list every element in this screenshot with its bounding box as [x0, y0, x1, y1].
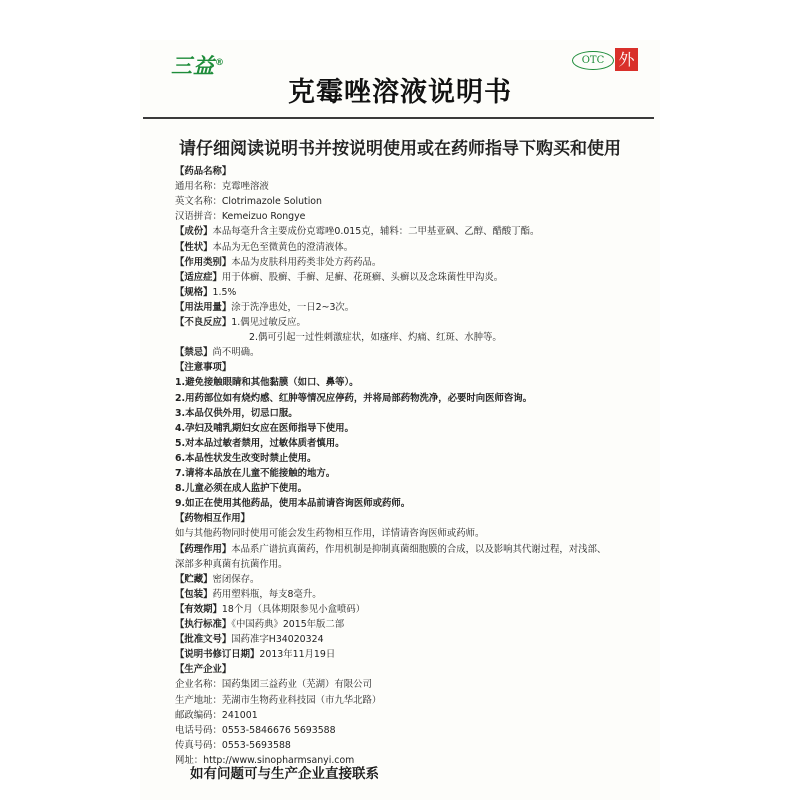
section-line: [175, 619, 344, 631]
section-text: 6.本品性状发生改变时禁止使用。: [175, 452, 317, 464]
section-heading: 【用法用量】: [175, 301, 232, 313]
section-text: 密闭保存。: [212, 573, 260, 585]
text-line: [175, 740, 291, 752]
section-line: [175, 347, 259, 359]
section-heading: 【性状】: [175, 241, 213, 253]
section-heading: 【不良反应】: [175, 317, 232, 328]
section-text: 邮政编码：241001: [175, 709, 258, 721]
section-heading: 【有效期】: [175, 603, 222, 615]
text-line: [175, 438, 344, 450]
section-text: 2.偶可引起一过性刺激症状，如瘙痒、灼痛、红斑、水肿等。: [249, 332, 502, 344]
text-line: [175, 695, 381, 707]
document-title: 克霉唑溶液说明书: [288, 77, 512, 108]
text-line: [175, 423, 354, 435]
text-line: [175, 211, 305, 223]
section-line: [175, 664, 231, 676]
section-heading: 【贮藏】: [175, 573, 213, 585]
section-heading: 【适应症】: [175, 271, 222, 283]
section-text: 汉语拼音：Kemeizuo Rongye: [175, 211, 306, 223]
section-line: [175, 604, 365, 616]
section-text: 5.对本品过敏者禁用，过敏体质者慎用。: [175, 437, 345, 449]
section-text: 网址：http://www.sinopharmsanyi.com: [175, 754, 355, 766]
text-line: [175, 393, 532, 405]
section-line: [175, 589, 322, 601]
section-heading: 【成份】: [175, 226, 213, 238]
text-line: [175, 196, 322, 208]
text-line: [175, 498, 410, 510]
section-text: 本品每毫升含主要成份克霉唑0.015克，辅料：二甲基亚砜、乙醇、醋酸丁酯。: [212, 226, 540, 238]
text-line: [175, 408, 298, 420]
section-text: 1.避免接触眼睛和其他黏膜（如口、鼻等）。: [175, 377, 359, 389]
section-line: [175, 574, 259, 586]
section-text: 4.孕妇及哺乳期妇女应在医师指导下使用。: [175, 422, 354, 434]
section-text: 本品为无色至微黄色的澄清液体。: [212, 241, 354, 253]
section-heading: 【批准文号】: [175, 634, 232, 646]
section-text: 英文名称：Clotrimazole Solution: [175, 196, 322, 208]
section-heading: 【药理作用】: [175, 543, 232, 555]
section-text: 2.用药部位如有烧灼感、红肿等情况应停药，并将局部药物洗净，必要时向医师咨询。: [175, 392, 532, 404]
section-text: 本品系广谱抗真菌药，作用机制是抑制真菌细胞膜的合成，以及影响其代谢过程，对浅部、: [231, 543, 607, 555]
text-line: [175, 679, 372, 691]
section-heading: 【说明书修订日期】: [175, 649, 260, 661]
section-line: [175, 226, 539, 238]
section-line: [175, 317, 306, 329]
section-line: [175, 257, 381, 269]
text-line: [175, 559, 288, 571]
footer-note: 如有问题可与生产企业直接联系: [190, 766, 379, 782]
section-text: 尚不明确。: [212, 347, 260, 359]
section-text: 深部多种真菌有抗菌作用。: [175, 558, 288, 570]
text-line: [175, 468, 335, 480]
section-line: [175, 513, 250, 525]
section-line: [175, 166, 231, 178]
section-text: 7.请将本品放在儿童不能接触的地方。: [175, 468, 336, 479]
section-text: 传真号码：0553-5693588: [175, 739, 291, 751]
text-line: [175, 483, 307, 495]
section-heading: 【药品名称】: [175, 166, 232, 177]
section-text: 本品为皮肤科用药类非处方药药品。: [231, 256, 382, 268]
section-text: 1.偶见过敏反应。: [231, 317, 306, 328]
section-line: [175, 242, 353, 254]
external-use-badge: 外: [615, 48, 638, 71]
text-line: [175, 181, 269, 193]
document-subtitle: 请仔细阅读说明书并按说明使用或在药师指导下购买和使用: [179, 139, 621, 159]
section-text: 《中国药典》2015年版二部: [231, 619, 345, 630]
section-text: 1.5%: [212, 286, 237, 298]
section-line: [175, 634, 324, 646]
text-line: [175, 710, 258, 722]
section-line: [175, 362, 231, 374]
section-text: 2013年11月19日: [259, 649, 336, 661]
section-text: 生产地址：芜湖市生物药业科技园（市九华北路）: [175, 694, 382, 706]
section-text: 企业名称：国药集团三益药业（芜湖）有限公司: [175, 679, 372, 691]
brand-logo: 三益®: [171, 54, 225, 78]
section-text: 用于体癣、股癣、手癣、足癣、花斑癣、头癣以及念珠菌性甲沟炎。: [221, 271, 504, 283]
section-heading: 【包装】: [175, 588, 213, 600]
section-heading: 【规格】: [175, 286, 213, 298]
section-line: [175, 302, 354, 314]
section-text: 涂于洗净患处，一日2~3次。: [231, 301, 355, 313]
text-line: [175, 332, 502, 344]
section-text: 9.如正在使用其他药品，使用本品前请咨询医师或药师。: [175, 498, 411, 510]
section-line: [175, 272, 503, 284]
section-heading: 【作用类别】: [175, 256, 232, 268]
section-line: [175, 544, 606, 556]
section-line: [175, 649, 335, 661]
text-line: [175, 528, 484, 540]
text-line: [175, 725, 336, 737]
section-text: 3.本品仅供外用，切忌口服。: [175, 407, 298, 419]
section-heading: 【执行标准】: [175, 619, 232, 630]
section-heading: 【生产企业】: [175, 664, 232, 676]
section-heading: 【注意事项】: [175, 362, 232, 374]
section-text: 通用名称：克霉唑溶液: [175, 181, 269, 193]
section-heading: 【禁忌】: [175, 347, 213, 359]
text-line: [175, 377, 359, 389]
section-text: 18个月（具体期限参见小盒喷码）: [221, 603, 366, 615]
section-text: 电话号码：0553-5846676 5693588: [175, 724, 336, 736]
section-line: [175, 287, 236, 299]
section-heading: 【药物相互作用】: [175, 513, 251, 525]
section-text: 药用塑料瓶，每支8毫升。: [212, 588, 322, 600]
text-line: [175, 453, 316, 465]
section-text: 如与其他药物同时使用可能会发生药物相互作用，详情请咨询医师或药师。: [175, 528, 485, 540]
title-divider: [143, 117, 654, 119]
section-text: 8.儿童必须在成人监护下使用。: [175, 483, 307, 495]
otc-badge: OTC: [572, 51, 614, 70]
section-text: 国药准字H34020324: [231, 634, 324, 646]
